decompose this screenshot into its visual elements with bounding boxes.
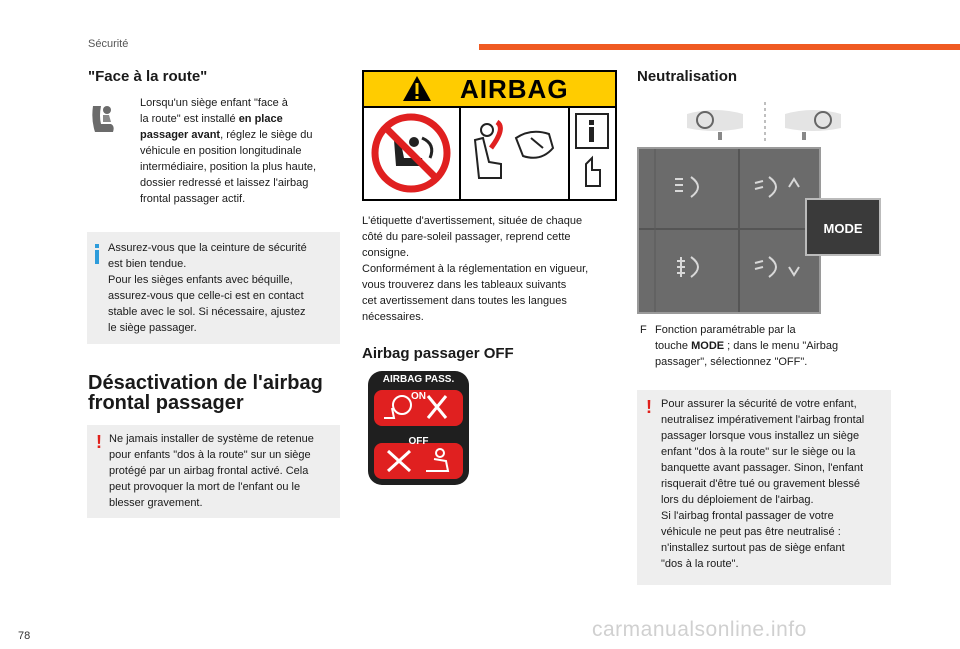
page-number: 78 — [18, 630, 31, 642]
hazard-triangle-icon — [402, 75, 432, 102]
function-line-3: passager", sélectionnez "OFF". — [655, 356, 808, 368]
label-line: Conformément à la réglementation en vigueur, — [362, 263, 589, 275]
airbag-passenger-badge — [368, 371, 469, 485]
warning-box-1 — [87, 425, 340, 518]
label-line: nécessaires. — [362, 311, 424, 323]
tip-line: le siège passager. — [108, 322, 197, 334]
label-line: consigne. — [362, 247, 410, 259]
control-panel-buttons — [639, 149, 819, 312]
label-line: cet avertissement dans toutes les langues — [362, 295, 567, 307]
function-line-1: Fonction paramétrable par la — [655, 324, 796, 336]
child-seat-icon — [87, 100, 121, 138]
mode-button-label: MODE — [823, 221, 863, 236]
face-bold-en-place: en place — [238, 113, 283, 125]
control-panel — [637, 147, 821, 314]
face-line-5: intermédiaire, position la plus haute, — [140, 161, 317, 173]
tip-line: Assurez-vous que la ceinture de sécurité — [108, 242, 307, 254]
badge-off-pictograms — [374, 443, 463, 479]
info-tip-icon — [95, 244, 100, 264]
label-line: L'étiquette d'avertissement, située de chaque — [362, 215, 583, 227]
airbag-label-header — [364, 72, 615, 108]
warn-line: pour enfants "dos à la route" sur un siège — [109, 449, 311, 461]
airbag-off-title: Airbag passager OFF — [362, 345, 514, 362]
face-line-6: dossier redressé et laissez l'airbag — [140, 177, 309, 189]
warn-line: protégé par un airbag frontal activé. Cela — [109, 465, 309, 477]
face-line-2 — [140, 111, 340, 127]
warn-line: "dos à la route". — [661, 558, 739, 570]
warn-line: véhicule ne peut pas être neutralisé : — [661, 526, 841, 538]
warn-line: peut provoquer la mort de l'enfant ou le — [109, 481, 301, 493]
tip-line: Pour les sièges enfants avec béquille, — [108, 274, 293, 286]
badge-off-panel — [374, 443, 463, 479]
warn-line: risquerait d'être tué ou gravement blessé — [661, 478, 860, 490]
tip-box — [87, 232, 340, 344]
warn-line: lors du déploiement de l'airbag. — [661, 494, 814, 506]
warn-line: Si l'airbag frontal passager de votre — [661, 510, 834, 522]
airbag-warning-label — [362, 70, 617, 201]
function-mode-keyword: MODE — [691, 340, 725, 352]
airbag-deployment-pictogram — [461, 108, 570, 199]
warning-paragraph-1 — [109, 431, 337, 511]
warning-box-2 — [637, 390, 891, 585]
tip-line: est bien tendue. — [108, 258, 187, 270]
label-line: vous trouverez dans les tableaux suivants — [362, 279, 567, 291]
face-line-7: frontal passager actif. — [140, 193, 246, 205]
mode-button[interactable] — [805, 198, 881, 256]
face-bold-passager-avant: passager avant — [140, 129, 221, 141]
tip-line: stable avec le sol. Si nécessaire, ajustez — [108, 306, 306, 318]
badge-off-label: OFF — [408, 436, 429, 447]
warn-line: Ne jamais installer de système de retenue — [109, 433, 314, 445]
function-paragraph — [655, 322, 885, 370]
tip-line: assurez-vous que celle-ci est en contact — [108, 290, 304, 302]
neutralisation-title: Neutralisation — [637, 68, 738, 85]
manual-book-icon — [570, 108, 615, 199]
label-paragraph — [362, 213, 622, 325]
warn-line: enfant "dos à la route" sur le siège ou la — [661, 446, 856, 458]
face-route-paragraph — [140, 95, 340, 207]
label-line: côté du pare-soleil passager, reprend cette — [362, 231, 571, 243]
deactivation-title-line-2: frontal passager — [88, 392, 244, 414]
airbag-label-title: AIRBAG — [460, 74, 569, 104]
function-line-2 — [655, 338, 885, 354]
header-accent-bar — [479, 44, 960, 50]
no-rear-facing-seat-pictogram — [364, 108, 461, 199]
function-line-2-pre: touche — [655, 340, 692, 352]
badge-on-label: ON — [411, 391, 426, 402]
warn-line: banquette avant passager. Sinon, l'enfant — [661, 462, 864, 474]
face-line-2-text: la route" est installé — [140, 113, 239, 125]
warn-line: Pour assurer la sécurité de votre enfant, — [661, 398, 857, 410]
warn-line: passager lorsque vous installez un siège — [661, 430, 860, 442]
face-route-title: "Face à la route" — [88, 68, 208, 85]
face-line-1: Lorsqu'un siège enfant "face à — [140, 97, 288, 109]
function-bullet: F — [640, 324, 647, 336]
tip-paragraph — [108, 240, 336, 336]
airbag-label-pictograms — [364, 108, 615, 199]
face-line-3-text: , réglez le siège du — [220, 129, 313, 141]
warn-line: blesser gravement. — [109, 497, 203, 509]
read-manual-pictogram — [570, 108, 615, 199]
deactivation-title-line-1: Désactivation de l'airbag — [88, 372, 323, 394]
badge-title: AIRBAG PASS. — [382, 374, 455, 385]
steering-wheel-diagram — [685, 100, 845, 144]
function-line-2-post: ; dans le menu "Airbag — [724, 340, 839, 352]
warning-icon: ! — [646, 397, 652, 417]
warn-line: neutralisez impérativement l'airbag frontal — [661, 414, 865, 426]
face-line-4: véhicule en position longitudinale — [140, 145, 302, 157]
airbag-deploy-icon — [461, 108, 568, 199]
warning-paragraph-2 — [661, 396, 889, 572]
face-line-3 — [140, 127, 340, 143]
warn-line: n'installez surtout pas de siège enfant — [661, 542, 845, 554]
deactivation-title — [88, 373, 323, 413]
prohibition-icon — [364, 108, 459, 199]
watermark: carmanualsonline.info — [592, 618, 807, 641]
section-header: Sécurité — [88, 38, 129, 50]
warning-icon: ! — [96, 432, 102, 452]
